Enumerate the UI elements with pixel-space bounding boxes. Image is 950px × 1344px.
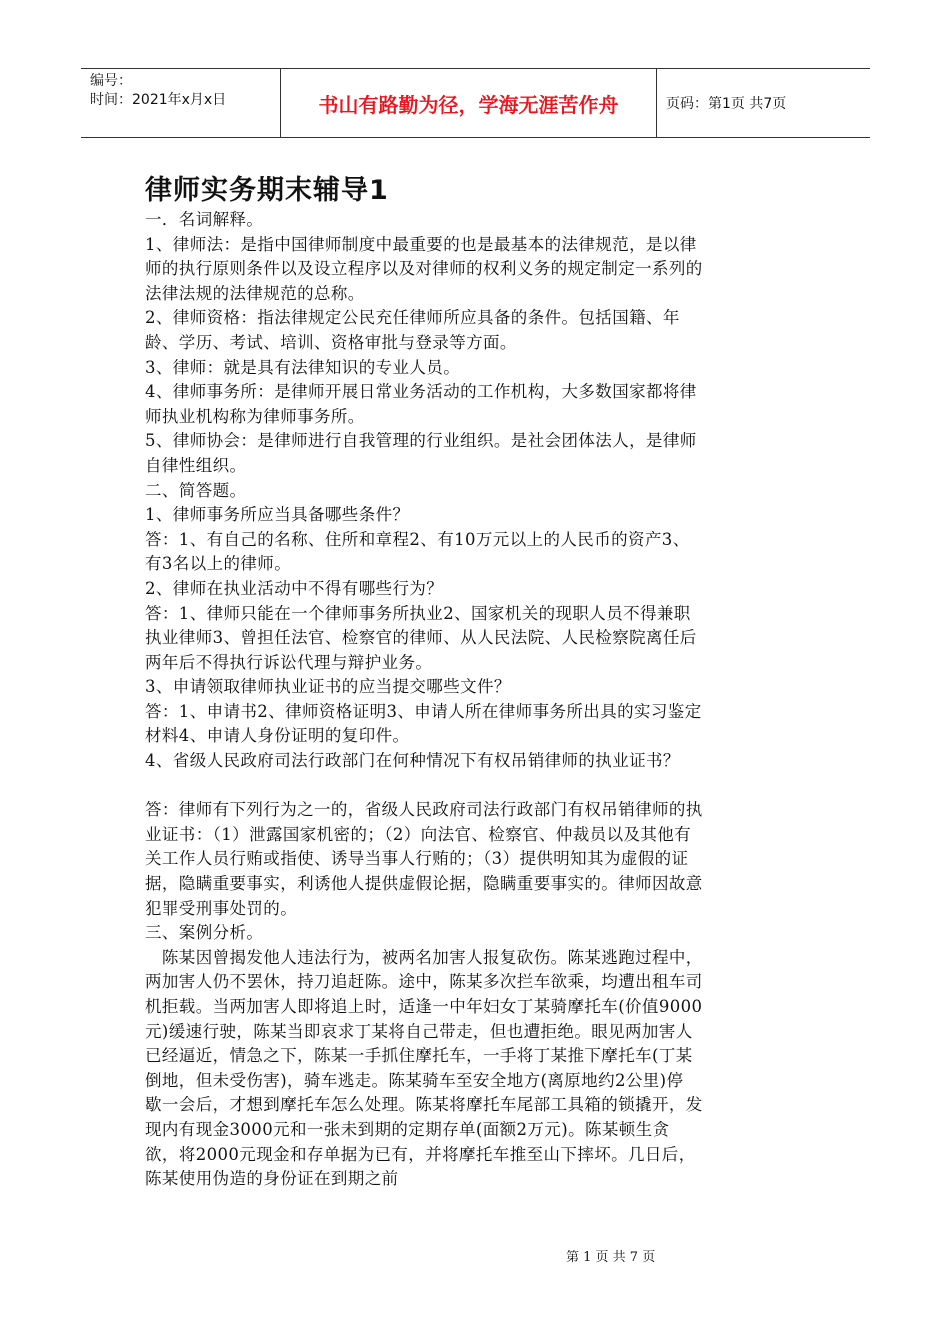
- text-line: 已经逼近，情急之下，陈某一手抓住摩托车，一手将丁某推下摩托车(丁某: [145, 1046, 693, 1066]
- text-line: 三、案例分析。: [145, 923, 264, 943]
- text-line: 5、律师协会：是律师进行自我管理的行业组织。是社会团体法人，是律师: [145, 431, 697, 451]
- text-line: 一．名词解释。: [145, 210, 264, 229]
- text-line: 执业律师3、曾担任法官、检察官的律师、从人民法院、人民检察院离任后: [145, 628, 697, 648]
- text-line: 师执业机构称为律师事务所。: [145, 406, 365, 426]
- number-label: 编号：: [90, 73, 132, 89]
- text-line: 1、律师法：是指中国律师制度中最重要的也是最基本的法律规范，是以律: [145, 234, 697, 254]
- text-line: 二、简答题。: [145, 480, 247, 500]
- header-page-info: 页码：第1页 共7页: [666, 96, 787, 112]
- text-line: 自律性组织。: [145, 455, 247, 475]
- text-line: 歇一会后，才想到摩托车怎么处理。陈某将摩托车尾部工具箱的锁撬开，发: [145, 1095, 703, 1115]
- text-line: 师的执行原则条件以及设立程序以及对律师的权利义务的规定制定一系列的: [145, 259, 703, 279]
- text-line: 答：律师有下列行为之一的，省级人民政府司法行政部门有权吊销律师的执: [145, 800, 703, 820]
- text-line: 3、律师：就是具有法律知识的专业人员。: [145, 357, 461, 377]
- page-footer: 第 1 页 共 7 页: [566, 1250, 656, 1265]
- text-line: 2、律师在执业活动中不得有哪些行为？: [145, 578, 444, 598]
- text-line: 两加害人仍不罢休，持刀追赶陈。途中，陈某多次拦车欲乘，均遭出租车司: [145, 972, 703, 992]
- document-title: 律师实务期末辅导1: [145, 175, 389, 206]
- text-line: 答：1、有自己的名称、住所和章程2、有10万元以上的人民币的资产3、: [145, 529, 690, 549]
- text-line: 3、申请领取律师执业证书的应当提交哪些文件？: [145, 677, 511, 697]
- text-line: 据，隐瞒重要事实，利诱他人提供虚假论据，隐瞒重要事实的。律师因故意: [145, 874, 703, 894]
- text-line: 有3名以上的律师。: [145, 554, 292, 574]
- text-line: 两年后不得执行诉讼代理与辩护业务。: [145, 652, 433, 672]
- page-header: [81, 68, 870, 138]
- text-line: 4、律师事务所：是律师开展日常业务活动的工作机构，大多数国家都将律: [145, 382, 697, 402]
- blank-line: [145, 774, 785, 799]
- text-line: 欲，将2000元现金和存单据为已有，并将摩托车推至山下摔坏。几日后，: [145, 1144, 696, 1164]
- text-line: 元)缓速行驶，陈某当即哀求丁某将自己带走，但也遭拒绝。眼见两加害人: [145, 1021, 693, 1041]
- header-motto: 书山有路勤为径，学海无涯苦作舟: [281, 69, 657, 137]
- text-line: 答：1、申请书2、律师资格证明3、申请人所在律师事务所出具的实习鉴定: [145, 701, 702, 721]
- text-line: 2、律师资格：指法律规定公民充任律师所应具备的条件。包括国籍、年: [145, 308, 680, 328]
- document-body: [145, 208, 785, 1192]
- header-meta-cell: [81, 69, 281, 137]
- text-line: 材料4、申请人身份证明的复印件。: [145, 726, 410, 746]
- text-line: 4、省级人民政府司法行政部门在何种情况下有权吊销律师的执业证书？: [145, 751, 680, 771]
- date-label: 时间：2021年x月x日: [90, 92, 227, 108]
- text-line: 答：1、律师只能在一个律师事务所执业2、国家机关的现职人员不得兼职: [145, 603, 691, 623]
- text-line: 业证书：（1）泄露国家机密的；（2）向法官、检察官、仲裁员以及其他有: [145, 824, 692, 844]
- text-line: 龄、学历、考试、培训、资格审批与登录等方面。: [145, 332, 517, 352]
- text-line: 机拒载。当两加害人即将追上时，适逢一中年妇女丁某骑摩托车(价值9000: [145, 997, 703, 1016]
- text-line: 陈某因曾揭发他人违法行为，被两名加害人报复砍伤。陈某逃跑过程中，: [145, 947, 703, 967]
- text-line: 关工作人员行贿或指使、诱导当事人行贿的；（3）提供明知其为虚假的证: [145, 849, 689, 869]
- text-line: 陈某使用伪造的身份证在到期之前: [145, 1169, 399, 1189]
- text-line: 现内有现金3000元和一张未到期的定期存单(面额2万元)。陈某顿生贪: [145, 1119, 670, 1139]
- text-line: 犯罪受刑事处罚的。: [145, 898, 298, 918]
- text-line: 倒地，但未受伤害)，骑车逃走。陈某骑车至安全地方(离原地约2公里)停: [145, 1070, 684, 1090]
- text-line: 法律法规的法律规范的总称。: [145, 283, 365, 303]
- text-line: 1、律师事务所应当具备哪些条件？: [145, 505, 410, 525]
